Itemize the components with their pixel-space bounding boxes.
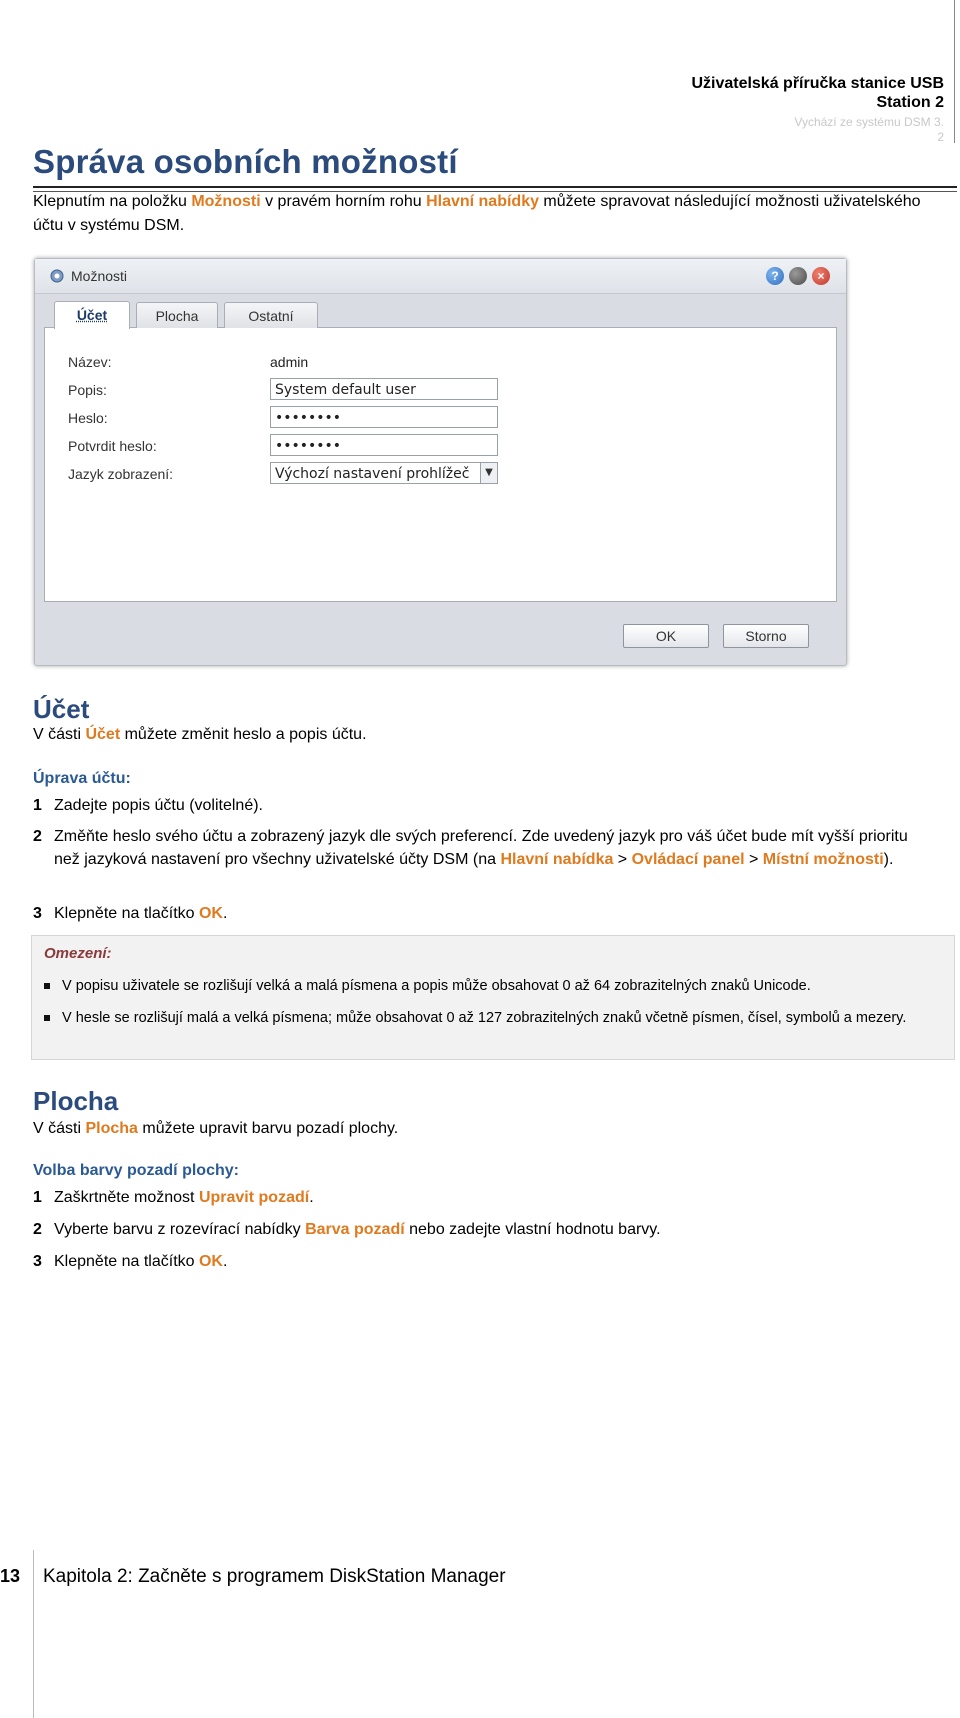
note-item-text: V hesle se rozlišují malá a velká písmena; může obsahovat 0 až 127 zobrazitelných znaků včetně písmen, čísel, symbolů a mezery. — [62, 1010, 907, 1026]
manual-sub-line1: Vychází ze systému DSM 3. — [794, 115, 944, 129]
step-text-part: nebo zadejte vlastní hodnotu barvy. — [404, 1221, 661, 1238]
step-number: 2 — [33, 828, 42, 845]
step-number: 3 — [33, 905, 42, 922]
step-text — [54, 902, 928, 925]
step-number: 3 — [33, 1253, 42, 1270]
intro-paragraph — [33, 190, 943, 238]
account-intro-text: můžete změnit heslo a popis účtu. — [120, 726, 367, 743]
account-tab-panel — [44, 327, 837, 602]
desktop-color-subheading: Volba barvy pozadí plochy: — [33, 1162, 239, 1179]
manual-title-line2: Station 2 — [876, 94, 944, 111]
desktop-step-1 — [33, 1186, 928, 1209]
step-number: 1 — [33, 797, 42, 814]
desktop-heading: Plocha — [33, 1086, 119, 1116]
title-rule — [33, 186, 957, 188]
path-separator: > — [613, 851, 632, 868]
desktop-step-3 — [33, 1250, 928, 1273]
desktop-intro-highlight: Plocha — [85, 1120, 138, 1137]
intro-highlight-options: Možnosti — [191, 193, 261, 210]
manual-header — [624, 74, 944, 145]
step-text — [54, 1186, 928, 1209]
step-text: Zadejte popis účtu (volitelné). — [54, 797, 263, 814]
chapter-title: Kapitola 2: Začněte s programem DiskStation Manager — [43, 1566, 506, 1587]
highlight-edit-background: Upravit pozadí — [198, 1189, 310, 1206]
password-row — [68, 406, 508, 430]
manual-sub-line2: 2 — [937, 130, 944, 144]
name-label: Název: — [68, 354, 112, 370]
manual-subtitle — [624, 115, 944, 145]
path-separator: > — [744, 851, 763, 868]
highlight-control-panel: Ovládací panel — [631, 851, 745, 868]
account-step-1 — [33, 794, 928, 817]
note-title: Omezení: — [44, 945, 112, 962]
name-row — [68, 350, 508, 374]
tab-other-label: Ostatní — [248, 308, 294, 324]
cancel-button[interactable]: Storno — [723, 624, 809, 648]
desktop-intro — [33, 1118, 933, 1140]
tab-desktop[interactable] — [136, 302, 218, 328]
close-icon[interactable]: × — [812, 267, 830, 285]
language-label: Jazyk zobrazení: — [68, 466, 174, 482]
confirm-password-input[interactable]: •••••••• — [270, 434, 498, 456]
description-label: Popis: — [68, 382, 107, 398]
confirm-password-label: Potvrdit heslo: — [68, 438, 157, 454]
options-icon — [49, 268, 65, 284]
desktop-step-2 — [33, 1218, 928, 1241]
step-text-part: Klepněte na tlačítko — [54, 1253, 199, 1270]
account-intro-text: V části — [33, 726, 86, 743]
page-title: Správa osobních možností — [33, 143, 458, 180]
name-value: admin — [270, 354, 309, 370]
account-edit-subheading: Úprava účtu: — [33, 770, 131, 787]
account-step-3 — [33, 902, 928, 925]
page-number: 13 — [0, 1566, 21, 1586]
highlight-ok: OK — [198, 905, 223, 922]
language-select[interactable] — [270, 462, 498, 484]
description-input[interactable]: System default user — [270, 378, 498, 400]
note-item — [44, 1008, 944, 1029]
options-dialog — [34, 258, 847, 666]
dialog-titlebar — [35, 259, 846, 294]
step-text-part: . — [222, 905, 228, 922]
step-text-part: . — [309, 1189, 314, 1206]
intro-text: Klepnutím na položku — [33, 193, 192, 210]
note-item — [44, 976, 944, 997]
highlight-main-menu: Hlavní nabídka — [500, 851, 614, 868]
password-label: Heslo: — [68, 410, 108, 426]
chevron-down-icon[interactable]: ▼ — [480, 463, 497, 483]
highlight-background-color: Barva pozadí — [305, 1221, 405, 1238]
dialog-title: Možnosti — [71, 268, 128, 284]
language-select-value: Výchozí nastavení prohlížeč — [275, 466, 470, 482]
ok-button[interactable]: OK — [623, 624, 709, 648]
highlight-regional-options: Místní možnosti — [762, 851, 884, 868]
step-text-part: Zaškrtněte možnost — [54, 1189, 199, 1206]
intro-text: v pravém horním rohu — [260, 193, 427, 210]
account-intro-highlight: Účet — [85, 726, 121, 743]
description-row — [68, 378, 508, 402]
minimize-icon[interactable] — [789, 267, 807, 285]
step-number: 2 — [33, 1221, 42, 1238]
step-text-part: Vyberte barvu z rozevírací nabídky — [54, 1221, 306, 1238]
desktop-intro-text: můžete upravit barvu pozadí plochy. — [137, 1120, 399, 1137]
step-text — [54, 1250, 928, 1273]
tab-account-label: Účet — [76, 307, 108, 323]
tab-account[interactable] — [54, 301, 130, 329]
account-heading: Účet — [33, 694, 90, 724]
intro-highlight-main-menu: Hlavní nabídky — [426, 193, 539, 210]
note-item-text: V popisu uživatele se rozlišují velká a malá písmena a popis může obsahovat 0 až 64 zobrazitelných znaků Unicode. — [62, 978, 811, 994]
desktop-intro-text: V části — [33, 1120, 86, 1137]
manual-title-line1: Uživatelská příručka stanice USB — [691, 75, 944, 92]
manual-title — [624, 74, 944, 112]
account-step-2 — [33, 825, 928, 871]
footer-divider — [33, 1550, 34, 1718]
step-text — [54, 1218, 928, 1241]
help-icon[interactable]: ? — [766, 267, 784, 285]
step-text-part: Klepněte na tlačítko — [54, 905, 199, 922]
language-row — [68, 462, 508, 486]
header-divider — [954, 0, 955, 143]
account-intro — [33, 724, 933, 746]
step-number: 1 — [33, 1189, 42, 1206]
tab-desktop-label: Plocha — [155, 308, 199, 324]
bullet-icon — [44, 1015, 50, 1021]
step-text-part: Změňte heslo svého účtu a zobrazený jazyk dle svých preferencí. Zde uvedený jazyk pro váš účet bude mít vyšší prioritu než jazyková nastavení pro všechny uživatelské účty DSM (na — [54, 828, 908, 868]
step-text-part: . — [222, 1253, 228, 1270]
step-text-part: ). — [883, 851, 894, 868]
bullet-icon — [44, 983, 50, 989]
highlight-ok: OK — [198, 1253, 223, 1270]
intro-text: můžete spravovat následující možnosti uživatelského účtu v systému DSM. — [33, 193, 921, 234]
confirm-password-row — [68, 434, 508, 458]
password-input[interactable]: •••••••• — [270, 406, 498, 428]
limitations-note — [31, 935, 955, 1060]
tab-other[interactable] — [224, 302, 318, 328]
step-text — [54, 825, 928, 871]
